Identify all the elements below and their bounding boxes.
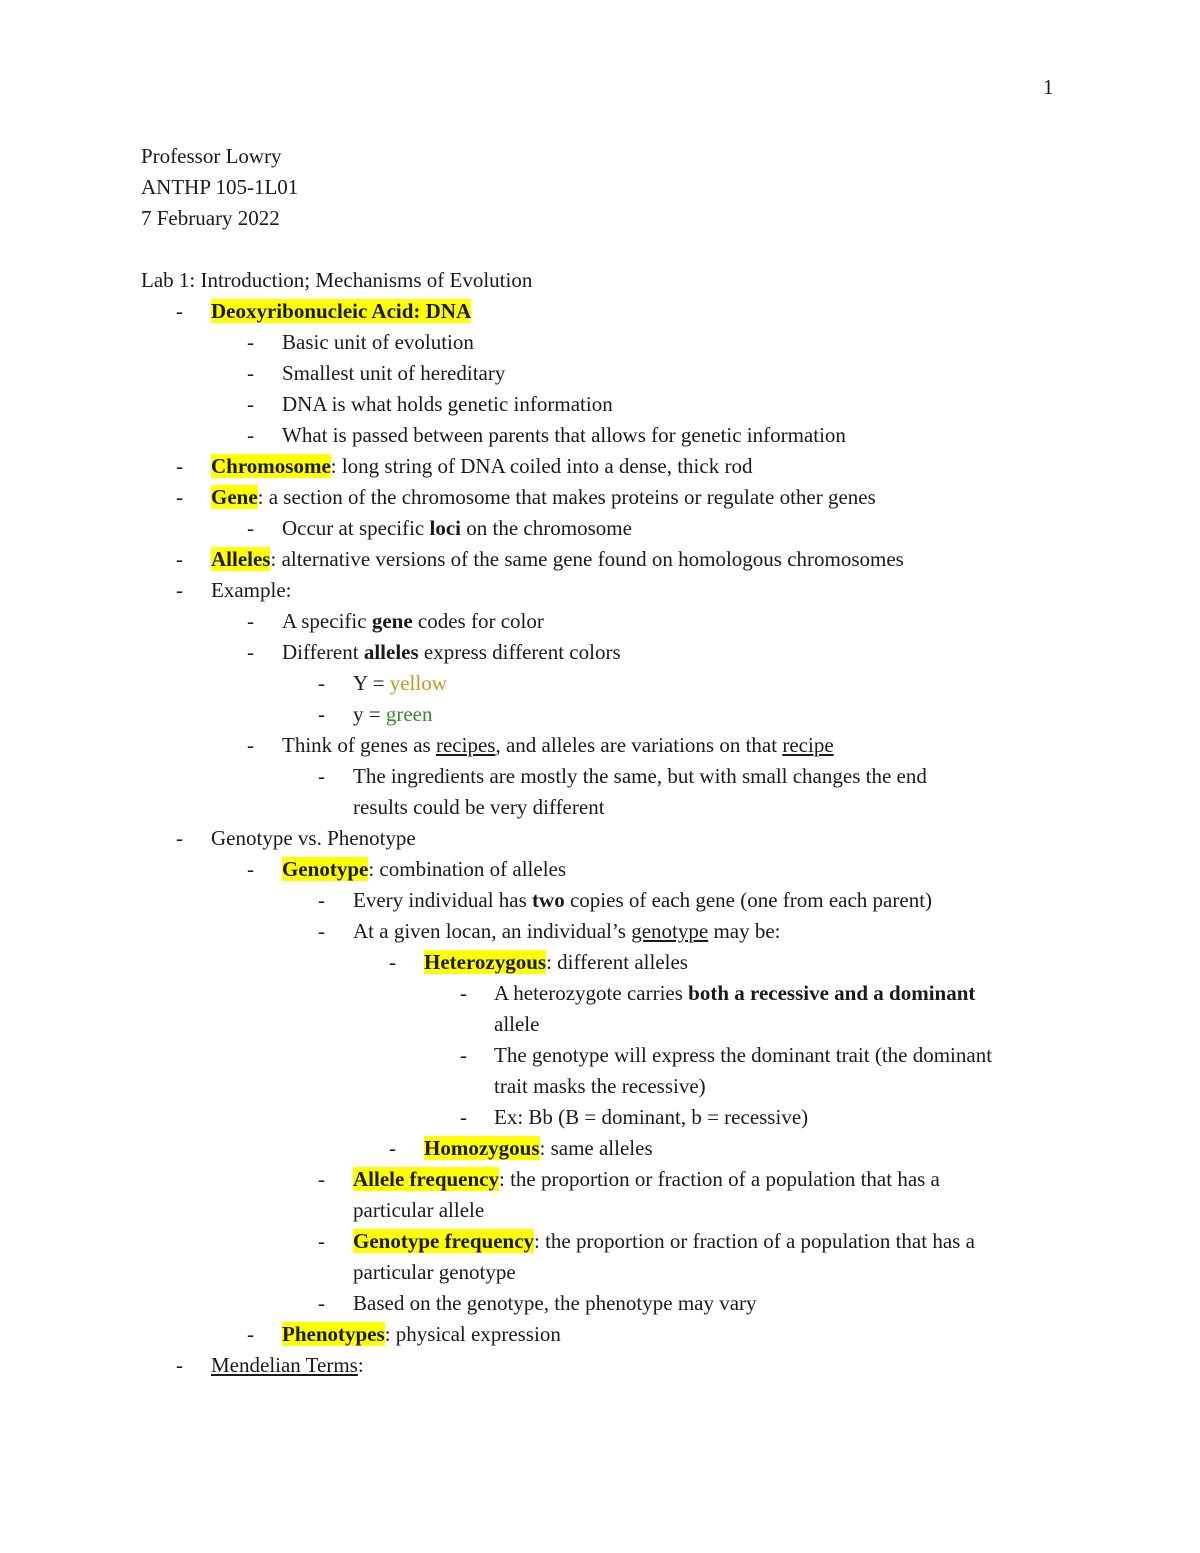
term-genotype-frequency: Genotype frequency [353,1229,535,1253]
bullet-dash: - [176,299,183,323]
color-word-green: green [385,702,433,726]
term-chromosome: Chromosome [211,454,331,478]
term-genotype: Genotype [282,857,369,881]
color-word-yellow: yellow [389,671,447,695]
term-dna: Deoxyribonucleic Acid: DNA [211,299,472,323]
term-allele-frequency: Allele frequency [353,1167,499,1191]
page-number: 1 [1043,75,1054,99]
term-alleles: Alleles [211,547,271,571]
term-gene: Gene [211,485,258,509]
term-heterozygous: Heterozygous [424,950,547,974]
term-homozygous: Homozygous [424,1136,540,1160]
term-phenotypes: Phenotypes [282,1322,385,1346]
